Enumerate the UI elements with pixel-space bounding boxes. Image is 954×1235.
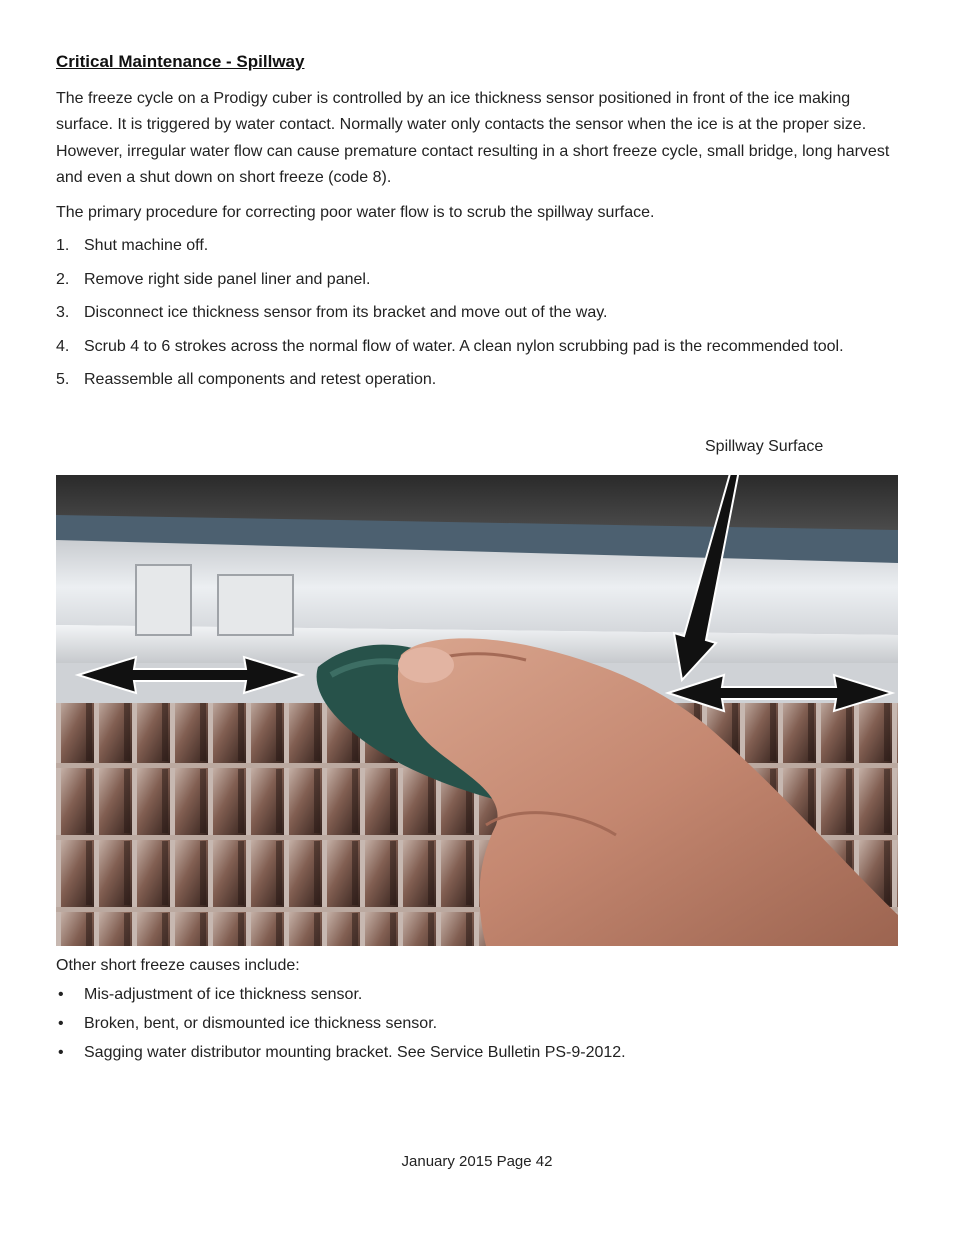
step-number: 5. (56, 371, 70, 388)
bullet-marker: • (58, 1044, 64, 1061)
cause-text: Sagging water distributor mounting bracket. See Service Bulletin PS-9-2012. (84, 1044, 626, 1061)
step-text: Disconnect ice thickness sensor from its bracket and move out of the way. (84, 304, 608, 321)
step-text: Scrub 4 to 6 strokes across the normal flow of water. A clean nylon scrubbing pad is the recommended tool. (84, 338, 844, 355)
step-number: 3. (56, 304, 70, 321)
step-number: 2. (56, 271, 70, 288)
cause-text: Broken, bent, or dismounted ice thickness sensor. (84, 1015, 438, 1032)
step-text: Remove right side panel liner and panel. (84, 271, 371, 288)
procedure-intro: The primary procedure for correcting poor water flow is to scrub the spillway surface. (56, 204, 655, 221)
causes-intro: Other short freeze causes include: (56, 957, 300, 974)
step-number: 1. (56, 237, 70, 254)
page-footer: January 2015 Page 42 (401, 1153, 553, 1170)
step-text: Reassemble all components and retest operation. (84, 371, 437, 388)
step-number: 4. (56, 338, 70, 355)
bullet-marker: • (58, 986, 64, 1003)
spillway-photo (56, 475, 898, 946)
bullet-marker: • (58, 1015, 64, 1032)
figure-callout-label: Spillway Surface (705, 438, 824, 455)
section-heading: Critical Maintenance - Spillway (56, 52, 305, 71)
step-text: Shut machine off. (84, 237, 209, 254)
intro-paragraph: The freeze cycle on a Prodigy cuber is controlled by an ice thickness sensor positioned in front of the ice making surface. It is triggered by water contact. Normally water only contacts the sensor when the ice is at the proper size. However, irregular water flow can cause premature contact resulting in a short freeze cycle, small bridge, long harvest and even a shut down on short freeze (code 8). (56, 90, 890, 186)
cause-text: Mis-adjustment of ice thickness sensor. (84, 986, 363, 1003)
